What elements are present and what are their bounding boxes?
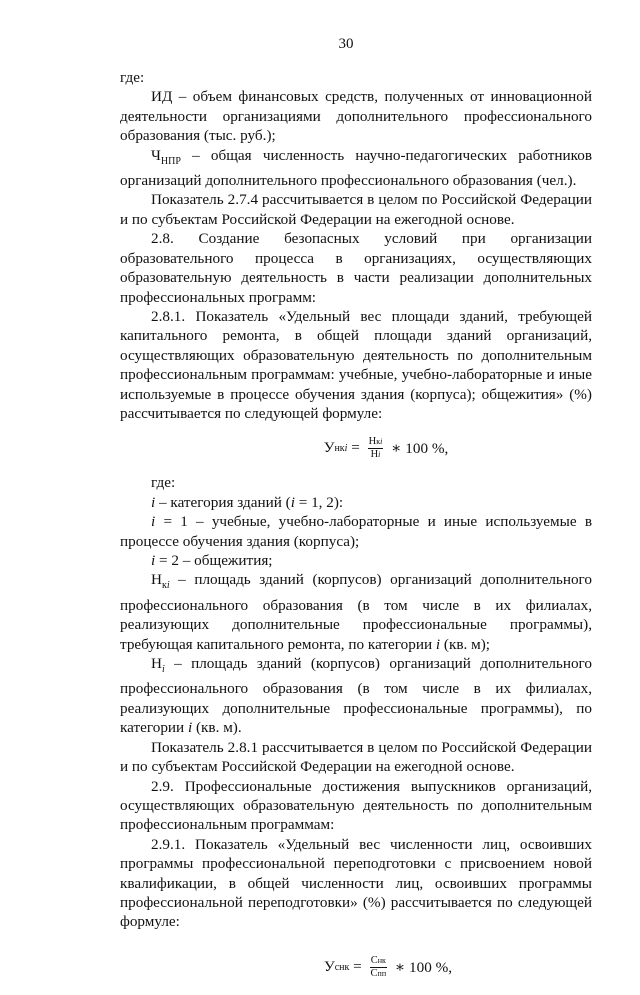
paragraph-indicator-281: 2.8.1. Показатель «Удельный вес площади зданий, требующей капитального ремонта, в общей площади зданий организаций, осуществляющих образовательную деятельность по дополнительным профессиональным программам: учебные, учебно-лабораторные и иные используемые в процессе обучения здания (корпуса); общежития» (%) рассчитывается по следующей формуле: <box>120 307 592 422</box>
paragraph-indicator-281-basis: Показатель 2.8.1 рассчитывается в целом по Российской Федерации и по субъектам Российской Федерации на ежегодной основе. <box>120 738 592 776</box>
page-number: 30 <box>338 36 354 52</box>
paragraph-section-28: 2.8. Создание безопасных условий при организации образовательного процесса в организациях, осуществляющих образовательную деятельность в части реализации дополнительных профессиональных программ: <box>120 230 592 306</box>
paragraph-i-category: i – категория зданий (i = 1, 2): <box>151 493 344 511</box>
paragraph-i-2: i = 2 – общежития; <box>151 551 273 569</box>
paragraph-nki-definition: $Н_{кi}$ – площадь зданий (корпусов) организаций дополнительного профессионального образования (в том числе в их филиалах, реализующих дополнительные профессиональные программы), требующая капитального ремонта, по категории i (кв. м); <box>120 571 592 653</box>
paragraph-indicator-291: 2.9.1. Показатель «Удельный вес численности лиц, освоивших программы профессиональной переподготовки с присвоением новой квалификации, в общей численности лиц, освоивших программы профессиональной переподготовки» (%) рассчитывается по следующей формуле: <box>120 835 592 931</box>
paragraph-i-1: i = 1 – учебные, учебно-лабораторные и иные используемые в процессе обучения здания (корпуса); <box>120 513 592 550</box>
formula-usnk: У снк = $\frac{\text{Снк}}{\text{Спп}}$ ∗ 100 %, <box>323 954 453 979</box>
paragraph-where-1: где: <box>120 69 145 86</box>
paragraph-chnpr-definition: $Ч_{НПР}$ – общая численность научно-педагогических работников организаций дополнительного профессионального образования (чел.). <box>120 146 592 190</box>
paragraph-id-definition: ИД – объем финансовых средств, полученных от инновационной деятельности организациями дополнительного профессионального образования (тыс. руб.); <box>120 88 592 145</box>
paragraph-section-29: 2.9. Профессиональные достижения выпускников организаций, осуществляющих образовательную деятельность по дополнительным профессиональным программам: <box>120 777 592 834</box>
paragraph-where-2: где: <box>151 474 176 492</box>
fraction: $\frac{\text{Нкi}}{Нi}$ <box>368 435 383 460</box>
fraction: $\frac{\text{Снк}}{\text{Спп}}$ <box>370 954 387 979</box>
paragraph-indicator-274: Показатель 2.7.4 рассчитывается в целом по Российской Федерации и по субъектам Российской Федерации на ежегодной основе. <box>120 191 592 228</box>
formula-unk: У нкi = $\frac{\text{Нкi}}{Нi}$ ∗ 100 %, <box>323 435 449 460</box>
paragraph-ni-definition: $Н_i$ – площадь зданий (корпусов) организаций дополнительного профессионального образования (в том числе в их филиалах, реализующих дополнительные профессиональные программы), по категории i (кв. м). <box>120 655 592 737</box>
